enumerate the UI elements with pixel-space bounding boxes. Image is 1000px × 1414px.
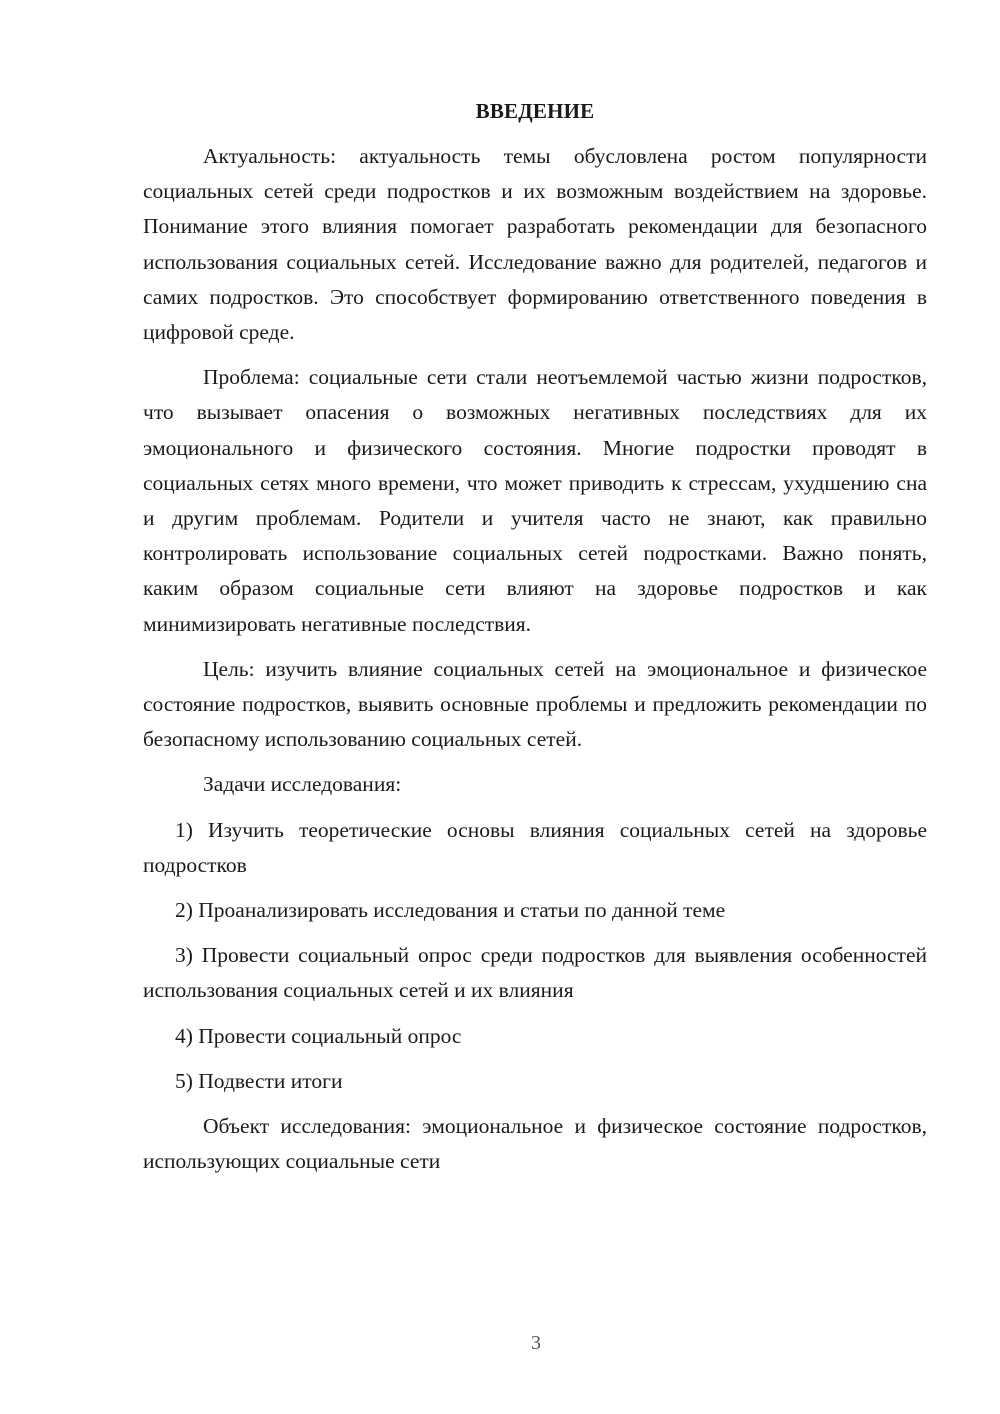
paragraph-object: Объект исследования: эмоциональное и физическое состояние подростков, использующих социальные сети: [143, 1114, 927, 1174]
paragraph-goal: Цель: изучить влияние социальных сетей на эмоциональное и физическое состояние подростков, выявить основные проблемы и предложить рекомендации по безопасному использованию социальных сетей.: [143, 656, 927, 752]
task-item-5: 5) Подвести итоги: [175, 1068, 343, 1093]
tasks-heading: Задачи исследования:: [203, 772, 402, 797]
task-item-1: 1) Изучить теоретические основы влияния социальных сетей на здоровье подростков: [143, 817, 927, 877]
paragraph-relevance: Актуальность: актуальность темы обусловлена ростом популярности социальных сетей среди подростков и их возможным воздействием на здоровье. Понимание этого влияния помогает разработать рекомендации для безопасного использования социальных сетей. Исследование важно для родителей, педагогов и самих подростков. Это способствует формированию ответственного поведения в цифровой среде.: [143, 144, 927, 345]
task-item-3: 3) Провести социальный опрос среди подростков для выявления особенностей использования социальных сетей и их влияния: [143, 943, 927, 1003]
task-item-2: 2) Проанализировать исследования и статьи по данной теме: [175, 898, 726, 923]
paragraph-problem: Проблема: социальные сети стали неотъемлемой частью жизни подростков, что вызывает опасения о возможных негативных последствиях для их эмоционального и физического состояния. Многие подростки проводят в социальных сетях много времени, что может приводить к стрессам, ухудшению сна и другим проблемам. Родители и учителя часто не знают, как правильно контролировать использование социальных сетей подростками. Важно понять, каким образом социальные сети влияют на здоровье подростков и как минимизировать негативные последствия.: [143, 365, 927, 636]
page-content: [143, 94, 927, 1179]
task-item-4: 4) Провести социальный опрос: [175, 1023, 462, 1048]
section-title: ВВЕДЕНИЕ: [475, 99, 595, 123]
page-number: 3: [531, 1332, 541, 1354]
